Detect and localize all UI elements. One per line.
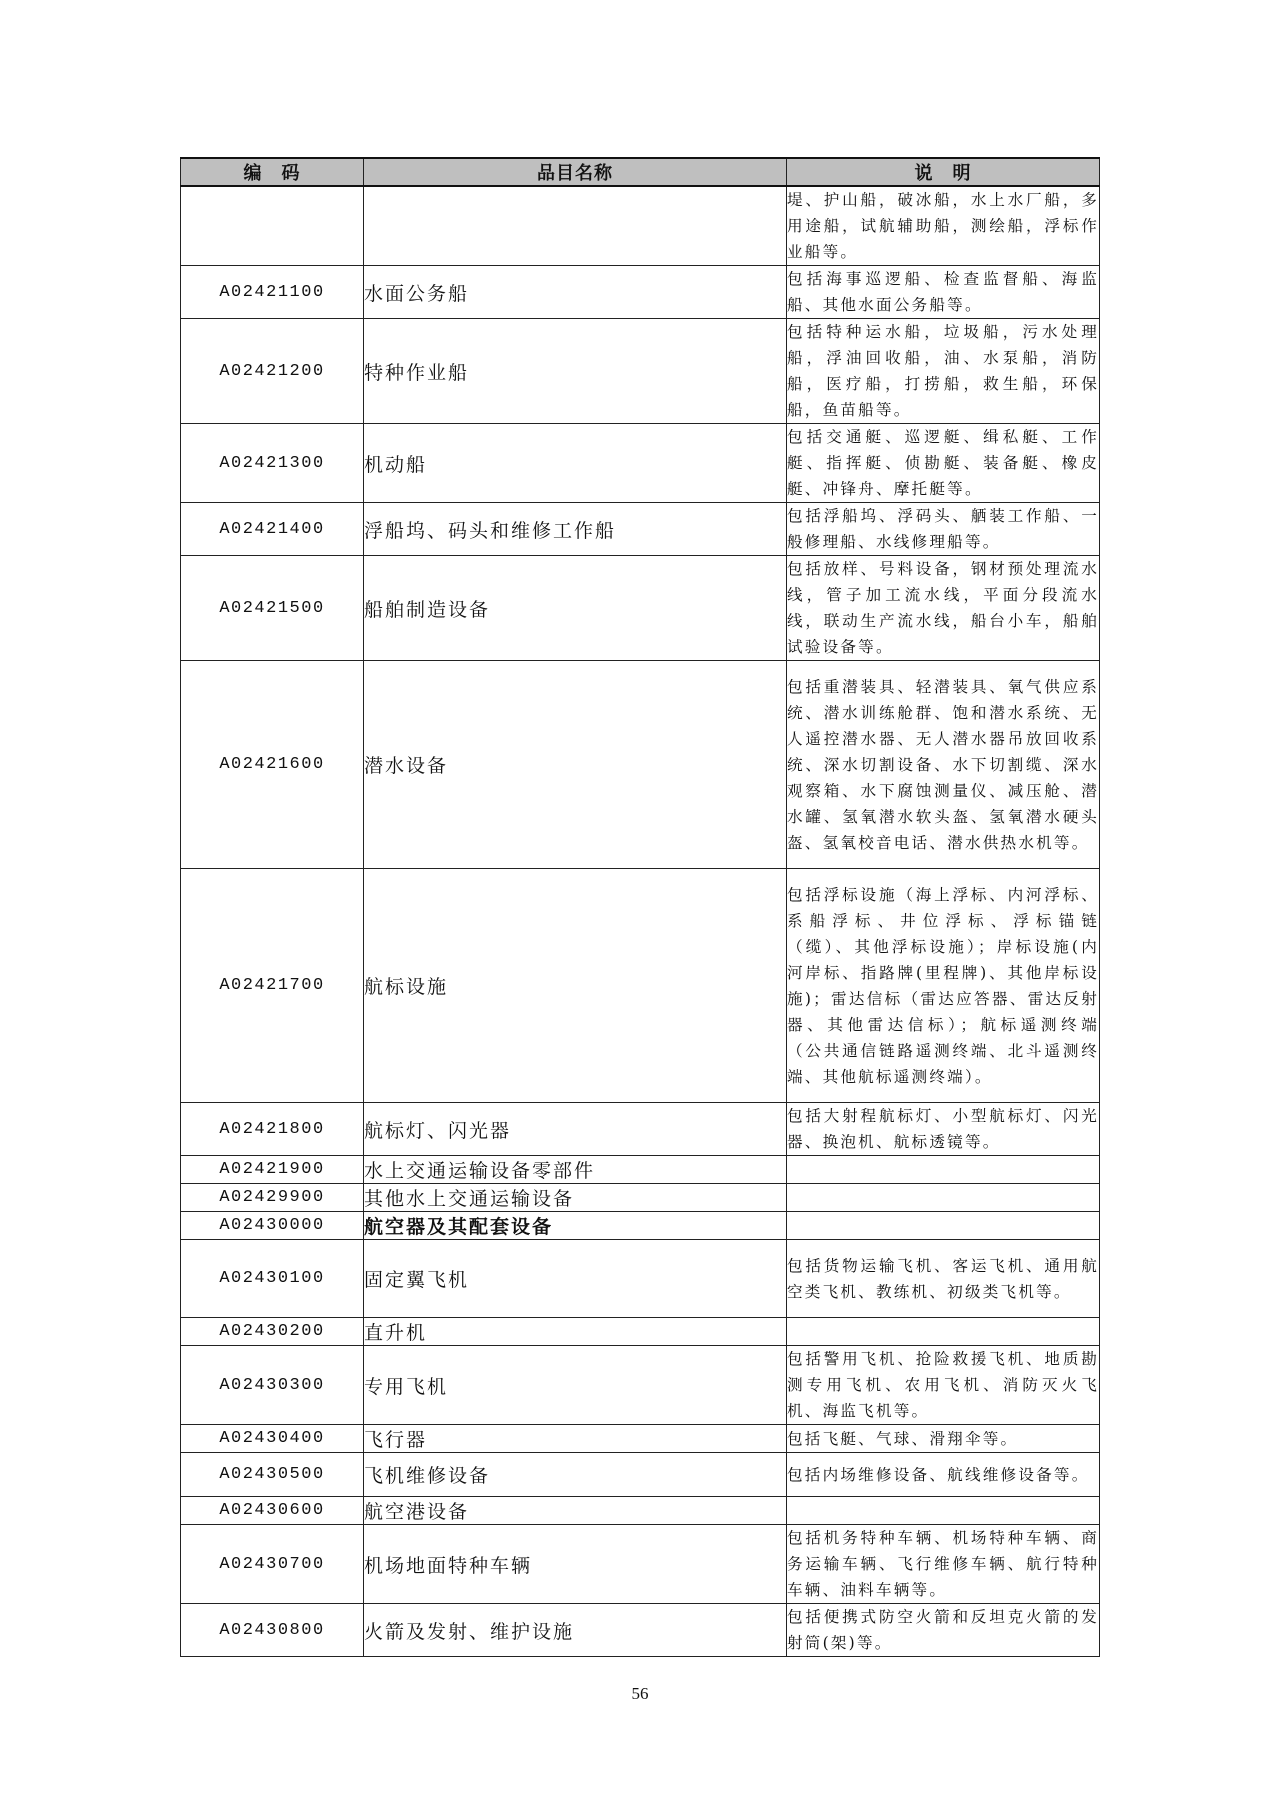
catalog-table bbox=[180, 157, 1100, 1657]
item-code-cell: A02421700 bbox=[181, 869, 364, 1103]
item-code-cell: A02421300 bbox=[181, 424, 364, 503]
item-name-cell: 飞机维修设备 bbox=[364, 1453, 787, 1497]
item-name-cell: 固定翼飞机 bbox=[364, 1240, 787, 1318]
table-row bbox=[181, 556, 1100, 661]
item-description-cell bbox=[787, 424, 1100, 503]
item-description-cell bbox=[787, 1212, 1100, 1240]
item-code-cell: A02430400 bbox=[181, 1425, 364, 1453]
item-description-text: 堤、护山船，破冰船，水上水厂船，多用途船，试航辅助船，测绘船，浮标作业船等。 bbox=[787, 191, 1099, 261]
item-description-text: 包括浮船坞、浮码头、舾装工作船、一般修理船、水线修理船等。 bbox=[787, 507, 1099, 551]
item-description-text: 包括货物运输飞机、客运飞机、通用航空类飞机、教练机、初级类飞机等。 bbox=[787, 1256, 1099, 1301]
table-row bbox=[181, 1425, 1100, 1453]
item-description-text: 包括交通艇、巡逻艇、缉私艇、工作艇、指挥艇、侦勘艇、装备艇、橡皮艇、冲锋舟、摩托艇等。 bbox=[787, 428, 1099, 498]
table-header-row bbox=[181, 158, 1100, 186]
item-code-cell: A02430700 bbox=[181, 1525, 364, 1604]
item-code-cell: A02430100 bbox=[181, 1240, 364, 1318]
table-row bbox=[181, 661, 1100, 869]
item-code-cell: A02430300 bbox=[181, 1346, 364, 1425]
item-description-cell bbox=[787, 1453, 1100, 1497]
item-code-cell: A02421500 bbox=[181, 556, 364, 661]
table-row bbox=[181, 1240, 1100, 1318]
table-row bbox=[181, 1156, 1100, 1184]
table-row bbox=[181, 266, 1100, 319]
item-description-cell bbox=[787, 869, 1100, 1103]
item-name-cell: 水上交通运输设备零部件 bbox=[364, 1156, 787, 1184]
table-row bbox=[181, 1103, 1100, 1156]
table-row bbox=[181, 1346, 1100, 1425]
item-description-cell bbox=[787, 1156, 1100, 1184]
column-header-description: 说 明 bbox=[787, 158, 1100, 186]
item-description-cell bbox=[787, 1525, 1100, 1604]
item-description-cell bbox=[787, 556, 1100, 661]
item-description-text: 包括飞艇、气球、滑翔伞等。 bbox=[787, 1429, 1019, 1448]
item-description-text: 包括大射程航标灯、小型航标灯、闪光器、换泡机、航标透镜等。 bbox=[787, 1107, 1099, 1151]
item-name-cell: 专用飞机 bbox=[364, 1346, 787, 1425]
table-body bbox=[181, 186, 1100, 1657]
table-row bbox=[181, 1212, 1100, 1240]
table-row bbox=[181, 186, 1100, 266]
item-description-cell bbox=[787, 1240, 1100, 1318]
table-row bbox=[181, 869, 1100, 1103]
item-code-cell: A02421800 bbox=[181, 1103, 364, 1156]
item-name-cell: 船舶制造设备 bbox=[364, 556, 787, 661]
table-row bbox=[181, 1453, 1100, 1497]
item-code-cell: A02421900 bbox=[181, 1156, 364, 1184]
item-description-text: 包括特种运水船，垃圾船，污水处理船，浮油回收船，油、水泵船，消防船，医疗船，打捞船，救生船，环保船，鱼苗船等。 bbox=[787, 323, 1099, 419]
item-name-cell: 机动船 bbox=[364, 424, 787, 503]
item-description-cell bbox=[787, 266, 1100, 319]
item-name-cell: 直升机 bbox=[364, 1318, 787, 1346]
item-description-text: 包括浮标设施（海上浮标、内河浮标、系船浮标、井位浮标、浮标锚链（缆）、其他浮标设施）；岸标设施(内河岸标、指路牌(里程牌)、其他岸标设施)；雷达信标（雷达应答器、雷达反射器、其他雷达信标）；航标遥测终端（公共通信链路遥测终端、北斗遥测终端、其他航标遥测终端）。 bbox=[787, 885, 1099, 1086]
item-name-cell: 航标灯、闪光器 bbox=[364, 1103, 787, 1156]
column-header-item-name: 品目名称 bbox=[364, 158, 787, 186]
table-row bbox=[181, 319, 1100, 424]
item-code-cell: A02430200 bbox=[181, 1318, 364, 1346]
item-description-text: 包括内场维修设备、航线维修设备等。 bbox=[787, 1465, 1090, 1484]
item-code-cell: A02430500 bbox=[181, 1453, 364, 1497]
item-code-cell: A02421100 bbox=[181, 266, 364, 319]
item-description-cell bbox=[787, 186, 1100, 266]
item-name-cell: 航空港设备 bbox=[364, 1497, 787, 1525]
item-description-cell bbox=[787, 503, 1100, 556]
item-name-cell: 火箭及发射、维护设施 bbox=[364, 1604, 787, 1657]
item-name-cell: 特种作业船 bbox=[364, 319, 787, 424]
page-number: 56 bbox=[631, 1684, 649, 1703]
item-description-text: 包括海事巡逻船、检查监督船、海监船、其他水面公务船等。 bbox=[787, 270, 1099, 314]
table-row bbox=[181, 1184, 1100, 1212]
table-row bbox=[181, 1318, 1100, 1346]
item-name-cell: 机场地面特种车辆 bbox=[364, 1525, 787, 1604]
item-description-cell bbox=[787, 319, 1100, 424]
item-code-cell: A02421400 bbox=[181, 503, 364, 556]
item-description-cell bbox=[787, 1604, 1100, 1657]
table-row bbox=[181, 424, 1100, 503]
item-name-cell: 其他水上交通运输设备 bbox=[364, 1184, 787, 1212]
item-code-cell bbox=[181, 186, 364, 266]
table-row bbox=[181, 1604, 1100, 1657]
item-description-cell bbox=[787, 1497, 1100, 1525]
table-row bbox=[181, 1525, 1100, 1604]
item-description-cell bbox=[787, 1184, 1100, 1212]
item-code-cell: A02429900 bbox=[181, 1184, 364, 1212]
item-description-cell bbox=[787, 1346, 1100, 1425]
item-description-text: 包括机务特种车辆、机场特种车辆、商务运输车辆、飞行维修车辆、航行特种车辆、油料车辆等。 bbox=[787, 1529, 1099, 1599]
item-description-text: 包括放样、号料设备，钢材预处理流水线，管子加工流水线，平面分段流水线，联动生产流水线，船台小车，船舶试验设备等。 bbox=[787, 560, 1099, 656]
item-description-cell bbox=[787, 1318, 1100, 1346]
item-name-cell: 飞行器 bbox=[364, 1425, 787, 1453]
item-description-text: 包括便携式防空火箭和反坦克火箭的发射筒(架)等。 bbox=[787, 1608, 1099, 1652]
item-description-cell bbox=[787, 1103, 1100, 1156]
item-name-cell: 航标设施 bbox=[364, 869, 787, 1103]
item-code-cell: A02430600 bbox=[181, 1497, 364, 1525]
item-description-text: 包括重潜装具、轻潜装具、氧气供应系统、潜水训练舱群、饱和潜水系统、无人遥控潜水器、无人潜水器吊放回收系统、深水切割设备、水下切割缆、深水观察箱、水下腐蚀测量仪、减压舱、潜水罐、氢氧潜水软头盔、氢氧潜水硬头盔、氢氧校音电话、潜水供热水机等。 bbox=[787, 677, 1099, 852]
item-name-cell bbox=[364, 186, 787, 266]
item-description-text: 包括警用飞机、抢险救援飞机、地质勘测专用飞机、农用飞机、消防灭火飞机、海监飞机等。 bbox=[787, 1350, 1099, 1420]
item-code-cell: A02430000 bbox=[181, 1212, 364, 1240]
item-description-cell bbox=[787, 1425, 1100, 1453]
column-header-code: 编 码 bbox=[181, 158, 364, 186]
item-name-cell: 水面公务船 bbox=[364, 266, 787, 319]
item-name-cell: 航空器及其配套设备 bbox=[364, 1212, 787, 1240]
item-name-cell: 浮船坞、码头和维修工作船 bbox=[364, 503, 787, 556]
item-code-cell: A02421600 bbox=[181, 661, 364, 869]
item-description-cell bbox=[787, 661, 1100, 869]
item-name-cell: 潜水设备 bbox=[364, 661, 787, 869]
table-row bbox=[181, 503, 1100, 556]
item-code-cell: A02421200 bbox=[181, 319, 364, 424]
table-row bbox=[181, 1497, 1100, 1525]
item-code-cell: A02430800 bbox=[181, 1604, 364, 1657]
